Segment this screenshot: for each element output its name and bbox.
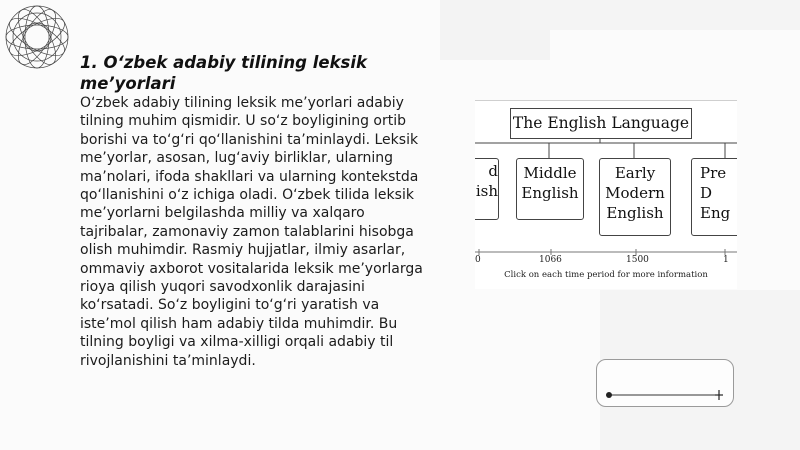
audio-player[interactable] [596,359,734,407]
timeline-title: The English Language [510,108,692,139]
audio-progress-track[interactable] [597,360,733,406]
tick-label: 0 [475,255,481,265]
decorative-logo-icon [4,4,70,70]
period-present-day-english[interactable]: Pre D Eng [691,158,737,236]
slide-body-text: O‘zbek adabiy tilining leksik me’yorlari adabiy tilning muhim qismidir. U so‘z boyligining ortib borishi va to‘g‘ri qo‘llanishini ta’minlaydi. Leksik me’yorlar, asosan, lug‘aviy birliklar, ularning ma’nolari, ifoda shakllari va ularning kontekstda qo‘llanishini o‘z ichiga oladi. O‘zbek tilida leksik me’yorlarni belgilashda milliy va xalqaro tajribalar, zamonaviy zamon talablarini hisobga olish muhimdir. Rasmiy hujjatlar, ilmiy asarlar, ommaviy axborot vositalarida leksik me’yorlarga rioya qilish yuqori savodxonlik darajasini ko‘rsatadi. So‘z boyligini to‘g‘ri yaratish va iste’mol qilish ham adabiy tilda muhimdir. Bu tilning boyligi va xilma-xilligi orqali adabiy til rivojlanishini ta’minlaydi. [80,95,423,369]
tick-label: 1500 [626,255,649,265]
period-old-english[interactable]: d ish [475,158,499,220]
period-middle-english[interactable]: Middle English [516,158,584,220]
tick-label: 1066 [539,255,562,265]
slide-heading: 1. O‘zbek adabiy tilining leksik me’yorlari [80,53,367,93]
english-language-timeline-figure [475,100,737,289]
audio-playhead-icon [606,392,612,398]
period-early-modern-english[interactable]: Early Modern English [599,158,671,236]
tick-label: 1 [723,255,729,265]
background-shape [520,0,800,30]
figure-caption: Click on each time period for more information [504,270,708,280]
